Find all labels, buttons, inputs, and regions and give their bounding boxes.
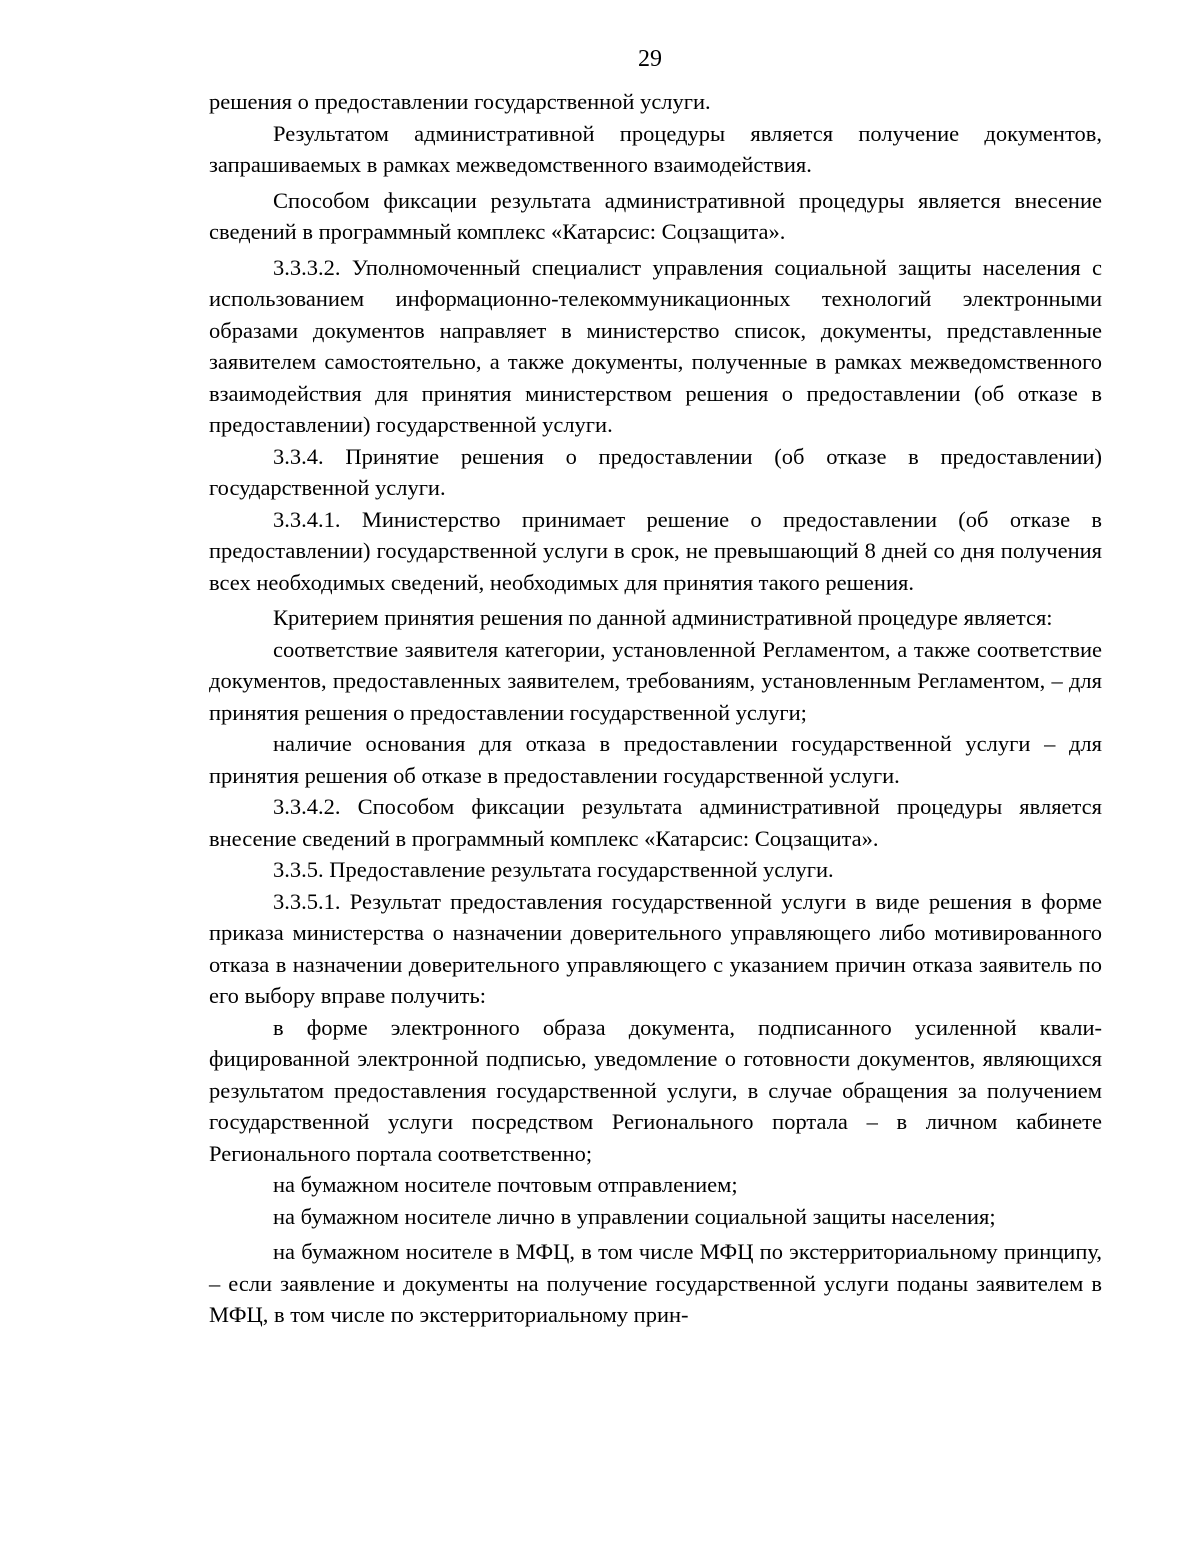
paragraph-option-in-person: на бумажном носителе лично в управлении социальной защиты населения; <box>273 1203 996 1229</box>
paragraph-criterion-item-2: наличие основания для отказа в предоставлении государственной услуги – для принятия решения об отказе в предоставлении государственной услуги. <box>209 731 1102 788</box>
paragraph-option-electronic: в форме электронного образа документа, подписанного усиленной квалифицированной электронной подписью, уведомление о готовности документов, являющихся результатом предоставления государственной услуги, в случае обращения за получением государственной услуги посредством Регионального портала – в личном кабинете Регионального портала соответственно; <box>209 1014 1102 1166</box>
paragraph-3-3-4-2: 3.3.4.2. Способом фиксации результата административной процедуры является внесение сведений в программный комплекс «Катарсис: Соцзащита». <box>209 794 1102 851</box>
page-number: 29 <box>638 46 662 72</box>
paragraph-3-3-5: 3.3.5. Предоставление результата государственной услуги. <box>273 857 834 882</box>
paragraph-3-3-4-1: 3.3.4.1. Министерство принимает решение о предоставлении (об отказе в предоставлении) государственной услуги в срок, не превышающий 8 дней со дня получения всех необходимых сведений, необходимых для принятия такого решения. <box>209 506 1102 595</box>
paragraph-3-3-5-1: 3.3.5.1. Результат предоставления государственной услуги в виде решения в форме приказа министерства о назначении доверительного управляющего либо мотивированного отказа в назначении доверительного управляющего с указанием причин отказа заявитель по его выбору вправе получить: <box>209 888 1102 1008</box>
paragraph-result: Результатом административной процедуры является получение документов, запрашиваемых в рамках межведомственного взаимодействия. <box>209 120 1102 177</box>
paragraph-option-mfc: на бумажном носителе в МФЦ, в том числе МФЦ по экстерриториальному принципу, – если заявление и документы на получение государственной услуги поданы заявителем в МФЦ, в том числе по экстерриториальному прин- <box>209 1239 1102 1327</box>
paragraph-3-3-3-2: 3.3.3.2. Уполномоченный специалист управления социальной защиты населения с использованием информационно-телекоммуникационных технологий электронными образами документов направляет в министерство список, документы, представленные заявителем самостоятельно, а также документы, полученные в рамках межведомственного взаимодействия для принятия министерством решения о предоставлении (об отказе в предоставлении) государственной услуги. <box>209 254 1102 437</box>
paragraph-option-mail: на бумажном носителе почтовым отправлением; <box>273 1172 738 1197</box>
paragraph-continuation: решения о предоставлении государственной услуги. <box>209 89 711 114</box>
paragraph-criterion: Критерием принятия решения по данной административной процедуре является: <box>273 605 1053 630</box>
paragraph-criterion-item-1: соответствие заявителя категории, установленной Регламентом, а также соответствие документов, предоставленных заявителем, требованиям, установленным Регламентом, – для принятия решения о предоставлении государственной услуги; <box>209 636 1102 725</box>
paragraph-3-3-4: 3.3.4. Принятие решения о предоставлении (об отказе в предоставлении) государственной услуги. <box>209 443 1102 500</box>
document-body <box>209 86 1102 1331</box>
paragraph-fixation-method: Способом фиксации результата административной процедуры является внесение сведений в программный комплекс «Катарсис: Соцзащита». <box>209 187 1102 244</box>
